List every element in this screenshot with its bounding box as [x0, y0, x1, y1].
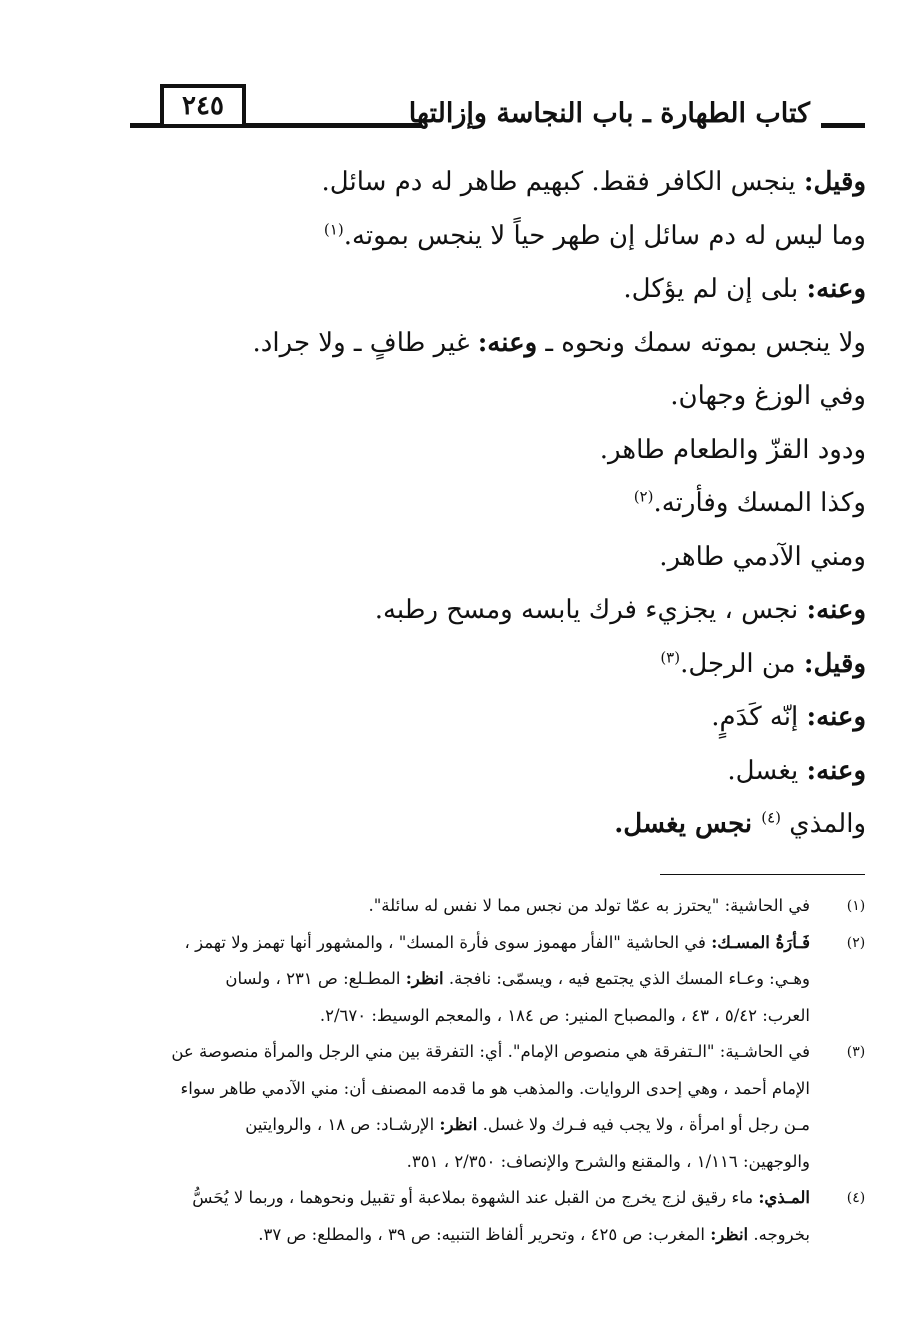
keyword: وعنه:: [806, 702, 866, 732]
text-line: [140, 691, 866, 745]
header-rule: [130, 123, 160, 128]
line-text: وكذا المسك وفأرته.: [653, 488, 866, 518]
line-text: ومني الآدمي طاهر.: [659, 541, 866, 572]
line-text: وما ليس له دم سائل إن طهر حياً لا ينجس بموته.: [343, 220, 866, 251]
footnote-marker: (٣): [660, 647, 681, 666]
footnote: [110, 925, 870, 1035]
footnote-line: [110, 925, 810, 962]
line-text: بلى إن لم يؤكل.: [623, 274, 807, 304]
footnote-keyword: انظر:: [710, 1224, 749, 1244]
main-text: [140, 156, 866, 852]
line-text: إنّه كَدَمٍ.: [711, 702, 807, 732]
line-text: نجس ، يجزيء فرك يابسه ومسح رطبه.: [374, 595, 807, 625]
footnotes: [110, 888, 870, 1253]
footnote-text: وهـي: وعـاء المسك الذي يجتمع فيه ، ويسمّى: نافجة.: [443, 969, 810, 988]
footnote-line: [110, 888, 810, 925]
footnote-number: (٣): [846, 1044, 866, 1060]
footnote: [110, 888, 870, 925]
keyword: وعنه:: [477, 327, 538, 358]
footnote-marker: (١): [323, 219, 344, 238]
footnote-text: في الحاشية: "يحترز به عمّا تولد من نجس مما لا نفس له سائلة".: [368, 896, 810, 915]
header-rule: [246, 123, 422, 128]
footnote-line: [110, 1144, 810, 1181]
line-text: من الرجل.: [680, 648, 804, 679]
line-text: والمذي: [781, 809, 866, 839]
keyword: وعنه:: [806, 274, 866, 304]
text-line: [140, 638, 866, 692]
footnote-text: ماء رقيق لزج يخرج من القبل عند الشهوة بملاعبة أو تقبيل ونحوهما ، وربما لا يُحَسُّ: [192, 1188, 759, 1207]
footnote-number: (٤): [846, 1190, 866, 1206]
keyword: وقيل:: [803, 167, 866, 197]
text-line: [140, 798, 866, 852]
footnote-marker: (٢): [633, 487, 654, 506]
footnote-line: [110, 1071, 810, 1108]
text-line: [140, 531, 866, 585]
header-rule: [821, 123, 865, 128]
footnote-line: [110, 998, 810, 1035]
footnote: [110, 1180, 870, 1253]
footnote-divider: [660, 874, 865, 875]
footnote-line: [110, 1107, 810, 1144]
page-number: ٢٤٥: [160, 84, 246, 128]
footnote-text: الإمام أحمد ، وهي إحدى الروايات. والمذهب هو ما قدمه المصنف أن: مني الآدمي طاهر سواء: [180, 1078, 810, 1098]
footnote-text: والوجهين: ١/١١٦ ، والمقنع والشرح والإنصاف: ٢/٣٥٠ ، ٣٥١.: [406, 1151, 810, 1171]
footnote-line: [110, 1034, 810, 1071]
text-line: [140, 424, 866, 478]
text-line: [140, 317, 866, 371]
text-line: [140, 263, 866, 317]
footnote-line: [110, 1217, 810, 1254]
text-line: [140, 477, 866, 531]
footnote-number: (٢): [846, 934, 866, 951]
line-text: غير طافٍ ـ ولا جراد.: [252, 327, 478, 358]
footnote: [110, 1034, 870, 1180]
line-text: ينجس الكافر فقط. كبهيم طاهر له دم سائل.: [321, 167, 804, 197]
line-text: يغسل.: [727, 755, 807, 786]
line-text: نجس يغسل.: [614, 809, 762, 839]
line-text: ولا ينجس بموته سمك ونحوه ـ: [537, 327, 866, 358]
running-title: كتاب الطهارة ـ باب النجاسة وإزالتها: [408, 98, 810, 129]
keyword: وقيل:: [803, 648, 866, 679]
text-line: [140, 210, 866, 264]
footnote-line: [110, 961, 810, 998]
footnote-text: في الحاشية "الفأر مهموز سوى فأرة المسك" ، والمشهور أنها تهمز ولا تهمز ،: [184, 932, 712, 952]
keyword: وعنه:: [806, 595, 866, 625]
text-line: [140, 156, 866, 210]
footnote-text: المطـلع: ص ٢٣١ ، ولسان: [225, 969, 406, 988]
page-header: [130, 78, 865, 140]
footnote-text: المغرب: ص ٤٢٥ ، وتحرير ألفاظ التنبيه: ص ٣٩ ، والمطلع: ص ٣٧.: [258, 1224, 711, 1244]
footnote-marker: (٤): [761, 808, 781, 827]
footnote-text: الإرشـاد: ص ١٨ ، والروايتين: [245, 1115, 440, 1134]
footnote-number: (١): [846, 898, 866, 914]
footnote-text: بخروجه.: [748, 1224, 810, 1244]
text-line: [140, 745, 866, 799]
footnote-keyword: انظر:: [405, 969, 444, 988]
footnote-keyword: انظر:: [439, 1115, 478, 1134]
footnote-line: [110, 1180, 810, 1217]
footnote-text: العرب: ٥/٤٢ ، ٤٣ ، والمصباح المنير: ص ١٨٤ ، والمعجم الوسيط: ٢/٦٧٠.: [319, 1005, 810, 1025]
line-text: وفي الوزغ وجهان.: [670, 381, 866, 411]
keyword: وعنه:: [806, 755, 866, 786]
footnote-keyword: المـذي:: [758, 1188, 810, 1207]
footnote-keyword: فَـأرَةُ المسـك:: [711, 932, 810, 952]
footnote-text: في الحاشـية: "الـتفرقة هي منصوص الإمام". أي: التفرقة بين مني الرجل والمرأة منصوصة عن: [171, 1042, 810, 1061]
footnote-text: مـن رجل أو امرأة ، ولا يجب فيه فـرك ولا غسل.: [477, 1115, 810, 1134]
text-line: [140, 370, 866, 424]
line-text: ودود القزّ والطعام طاهر.: [599, 434, 866, 465]
text-line: [140, 584, 866, 638]
